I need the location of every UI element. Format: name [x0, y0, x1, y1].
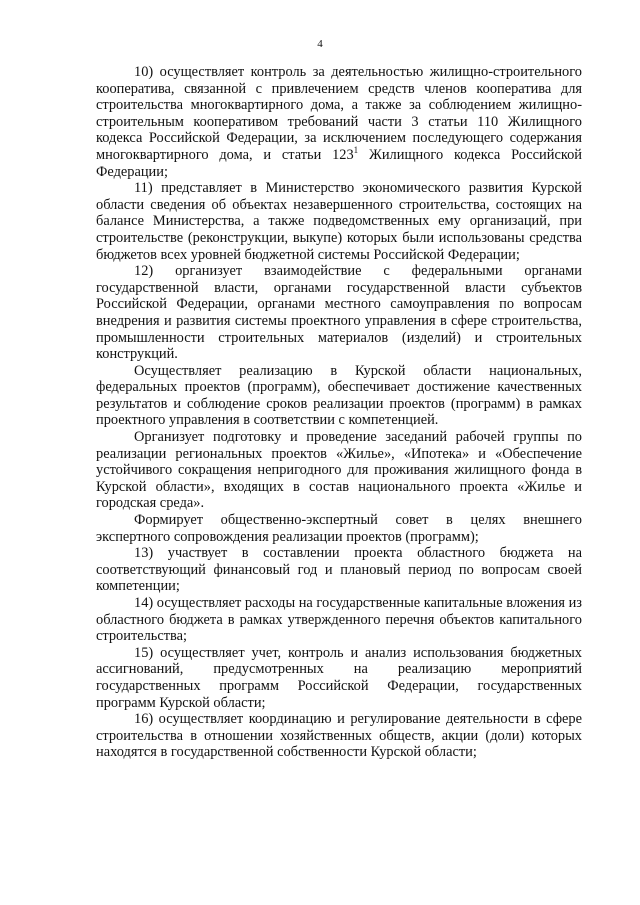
paragraph-10-text-end: Жилищного кодекса Российской Федерации; [96, 146, 582, 180]
paragraph-item-13: 13) участвует в составлении проекта областного бюджета на соответствующий финансовый год и плановый период по вопросам своей компетенции; [96, 545, 582, 595]
paragraph-item-12: 12) организует взаимодействие с федеральными органами государственной власти, органами государственной власти субъектов Российской Федерации, органами местного самоуправления по вопросам внедрения и развития системы проектного управления в сфере строительства, промышленности строительных материалов (изделий) и строительных конструкций. [96, 263, 582, 363]
paragraph-implements-projects: Осуществляет реализацию в Курской области национальных, федеральных проектов (программ), обеспечивает достижение качественных результатов и соблюдение сроков реализации проектов (программ) в рамках проектного управления в соответствии с компетенцией. [96, 362, 582, 429]
paragraph-forms-council: Формирует общественно-экспертный совет в целях внешнего экспертного сопровождения реализации проектов (программ); [96, 512, 582, 545]
document-body [96, 64, 582, 761]
paragraph-item-16: 16) осуществляет координацию и регулирование деятельности в сфере строительства в отношении хозяйственных обществ, акции (доли) которых находятся в государственной собственности Курской области; [96, 711, 582, 761]
superscript-1: 1 [353, 145, 359, 156]
paragraph-item-10 [96, 64, 582, 180]
paragraph-10-text: 10) осуществляет контроль за деятельностью жилищно-строительного кооператива, связанной с привлечением средств членов кооператива для строительства многоквартирного дома, а также за соблюдением жилищно-строительным кооперативом требований части 3 статьи 110 Жилищного кодекса Российской Федерации, за исключением последующего содержания многоквартирного дома, и статьи 123 [96, 64, 582, 163]
paragraph-organizes-meetings: Организует подготовку и проведение заседаний рабочей группы по реализации региональных проектов «Жилье», «Ипотека» и «Обеспечение устойчивого сокращения непригодного для проживания жилищного фонда в Курской области», входящих в состав национального проекта «Жилье и городская среда». [96, 429, 582, 512]
paragraph-item-15: 15) осуществляет учет, контроль и анализ использования бюджетных ассигнований, предусмотренных на реализацию мероприятий государственных программ Российской Федерации, государственных программ Курской области; [96, 644, 582, 711]
page-number: 4 [317, 38, 323, 50]
paragraph-item-11: 11) представляет в Министерство экономического развития Курской области сведения об объектах незавершенного строительства, состоящих на балансе Министерства, а также подведомственных ему организаций, при строительстве (реконструкции, выкупе) которых были использованы средства бюджетов всех уровней бюджетной системы Российской Федерации; [96, 180, 582, 263]
paragraph-item-14: 14) осуществляет расходы на государственные капитальные вложения из областного бюджета в рамках утвержденного перечня объектов капитального строительства; [96, 595, 582, 645]
